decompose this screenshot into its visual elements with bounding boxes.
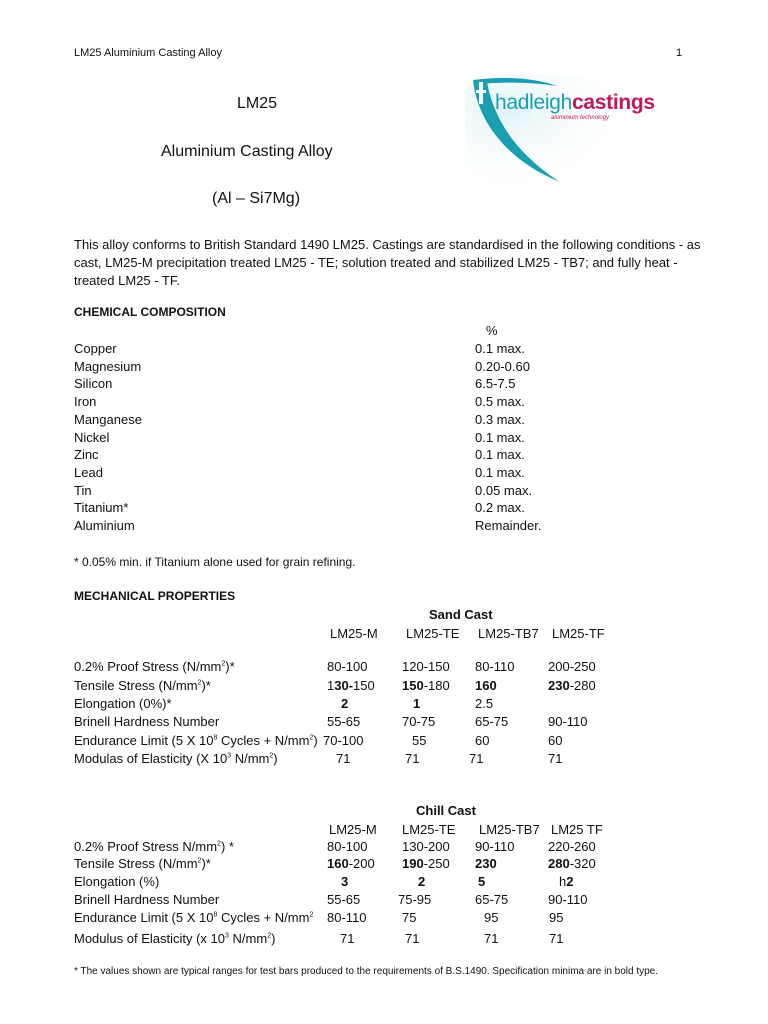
property-value: 71 xyxy=(469,751,484,766)
chemical-unit-header: % xyxy=(486,323,498,338)
element-name: Lead xyxy=(74,465,103,480)
property-label: Brinell Hardness Number xyxy=(74,714,220,729)
column-header: LM25 TF xyxy=(551,822,603,837)
element-name: Copper xyxy=(74,341,117,356)
logo-wordmark-part1: hadleigh xyxy=(495,91,573,114)
property-value: 95 xyxy=(549,910,564,925)
property-value: 2 xyxy=(418,874,426,889)
element-percentage: 0.1 max. xyxy=(475,341,525,356)
column-header: LM25-TF xyxy=(552,626,605,641)
element-name: Iron xyxy=(74,394,97,409)
property-value: 80-110 xyxy=(475,659,515,674)
element-percentage: 0.2 max. xyxy=(475,500,525,515)
property-value: 2.5 xyxy=(475,696,494,711)
running-header-title: LM25 Aluminium Casting Alloy xyxy=(74,47,222,59)
element-name: Nickel xyxy=(74,430,110,445)
property-value: 60 xyxy=(475,733,490,748)
property-label: Elongation (%) xyxy=(74,874,160,889)
property-value: 5 xyxy=(478,874,486,889)
title-alloy-name: Aluminium Casting Alloy xyxy=(161,143,333,160)
chemical-composition-heading: CHEMICAL COMPOSITION xyxy=(74,305,226,319)
property-value: 70-100 xyxy=(323,733,364,748)
property-label: Modulus of Elasticity (x $10^3$ $N/mm^2$) xyxy=(74,931,276,946)
logo-tagline: aluminium technology xyxy=(551,115,610,121)
column-header: LM25-TE xyxy=(406,626,460,641)
property-label: Endurance Limit (5 X $10^8$ Cycles + $N/mm^2$ xyxy=(74,910,314,925)
property-value: 65-75 xyxy=(475,714,509,729)
element-percentage: 0.3 max. xyxy=(475,412,525,427)
property-value: 80-110 xyxy=(327,910,367,925)
property-value: 120-150 xyxy=(402,659,450,674)
property-label: Endurance Limit (5 X $10^8$ Cycles + $N/mm^2$) xyxy=(74,733,318,748)
column-header: LM25-M xyxy=(329,822,377,837)
element-percentage: 6.5-7.5 xyxy=(475,376,516,391)
element-percentage: 0.1 max. xyxy=(475,430,525,445)
property-value: 2 xyxy=(341,696,349,711)
element-name: Magnesium xyxy=(74,359,142,374)
element-name: Zinc xyxy=(74,447,99,462)
column-header: LM25-TB7 xyxy=(478,626,539,641)
property-value: 160 xyxy=(475,678,497,693)
property-value: 90-110 xyxy=(548,714,588,729)
property-label: 0.2% Proof Stress $N/mm^2$) * xyxy=(74,839,234,854)
property-value: 80-100 xyxy=(327,839,368,854)
logo-wordmark-part2: castings xyxy=(572,91,655,114)
logo-wordmark xyxy=(495,92,655,113)
property-label: Tensile Stress $(N/mm^2)*$ xyxy=(74,856,211,871)
property-value: 130-150 xyxy=(327,678,375,693)
property-value: 90-110 xyxy=(548,892,588,907)
property-value: 65-75 xyxy=(475,892,509,907)
property-value: 1 xyxy=(413,696,421,711)
property-label: Modulas of Elasticity (X $10^3$ $N/mm^2$) xyxy=(74,751,278,766)
property-label: Elongation (0%)* xyxy=(74,696,172,711)
title-alloy-formula: (Al – Si7Mg) xyxy=(212,190,301,207)
property-value: 55-65 xyxy=(327,892,361,907)
intro-paragraph: This alloy conforms to British Standard 1490 LM25. Castings are standardised in the following conditions - as cast, LM25-M precipitation treated LM25 - TE; solution treated and stabilized LM25 - TB7; and fully heat - treated LM25 - TF. xyxy=(74,237,701,288)
property-value: 71 xyxy=(405,751,420,766)
property-value: 200-250 xyxy=(548,659,596,674)
property-value: 150-180 xyxy=(402,678,450,693)
element-percentage: Remainder. xyxy=(475,518,542,533)
column-header: LM25-TE xyxy=(402,822,456,837)
property-value: 3 xyxy=(341,874,349,889)
property-label: Brinell Hardness Number xyxy=(74,892,220,907)
property-value: 95 xyxy=(484,910,499,925)
title-alloy-code: LM25 xyxy=(237,95,278,112)
property-value: 75-95 xyxy=(398,892,432,907)
sand-cast-heading: Sand Cast xyxy=(429,607,493,622)
property-value: 70-75 xyxy=(402,714,436,729)
element-name: Aluminium xyxy=(74,518,135,533)
property-value: 60 xyxy=(548,733,563,748)
element-percentage: 0.1 max. xyxy=(475,465,525,480)
element-name: Tin xyxy=(74,483,92,498)
element-name: Manganese xyxy=(74,412,142,427)
element-percentage: 0.5 max. xyxy=(475,394,525,409)
column-header: LM25-M xyxy=(330,626,378,641)
property-value: 230 xyxy=(475,856,497,871)
property-value: 71 xyxy=(548,751,563,766)
property-label: Tensile Stress $(N/mm^2)*$ xyxy=(74,678,211,693)
property-value: 80-100 xyxy=(327,659,368,674)
property-value: 160-200 xyxy=(327,856,375,871)
element-percentage: 0.20-0.60 xyxy=(475,359,530,374)
mechanical-properties-heading: MECHANICAL PROPERTIES xyxy=(74,589,236,603)
chemical-note: * 0.05% min. if Titanium alone used for grain refining. xyxy=(74,555,356,569)
property-value: h2 xyxy=(559,874,574,889)
element-name: Titanium* xyxy=(74,500,129,515)
property-label: 0.2% Proof Stress $(N/mm^2)*$ xyxy=(74,659,235,674)
property-value: 190-250 xyxy=(402,856,450,871)
property-value: 220-260 xyxy=(548,839,596,854)
property-value: 75 xyxy=(402,910,417,925)
property-value: 130-200 xyxy=(402,839,450,854)
element-percentage: 0.05 max. xyxy=(475,483,533,498)
property-value: 71 xyxy=(336,751,351,766)
property-value: 71 xyxy=(484,931,499,946)
property-value: 90-110 xyxy=(475,839,515,854)
property-value: 71 xyxy=(549,931,564,946)
company-logo xyxy=(465,74,700,194)
property-value: 55-65 xyxy=(327,714,361,729)
property-value: 71 xyxy=(340,931,355,946)
property-value: 55 xyxy=(412,733,427,748)
property-value: 230-280 xyxy=(548,678,596,693)
property-value: 280-320 xyxy=(548,856,596,871)
chill-cast-heading: Chill Cast xyxy=(416,803,476,818)
page-number: 1 xyxy=(676,47,683,59)
element-percentage: 0.1 max. xyxy=(475,447,525,462)
column-header: LM25-TB7 xyxy=(479,822,540,837)
element-name: Silicon xyxy=(74,376,113,391)
property-value: 71 xyxy=(405,931,420,946)
footnote: * The values shown are typical ranges for test bars produced to the requirements of B.S.1490. Specification minima are in bold type. xyxy=(74,966,659,977)
